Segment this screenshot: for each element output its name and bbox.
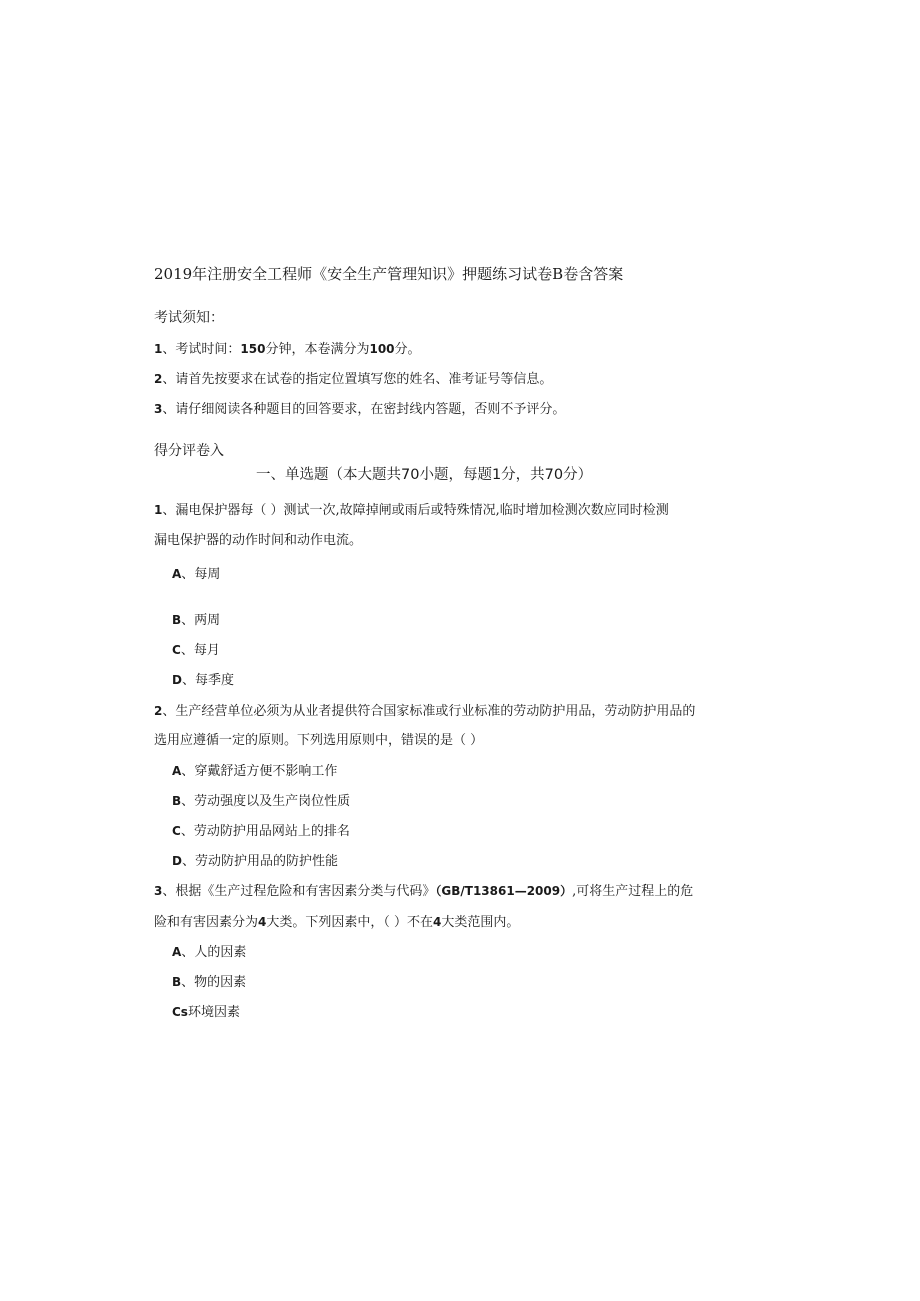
question-1-line-1: 1、漏电保护器每（ ）测试一次,故障掉闸或雨后或特殊情况,临时增加检测次数应同时检测: [154, 503, 669, 518]
notice-item-2: 2、请首先按要求在试卷的指定位置填写您的姓名、准考证号等信息。: [154, 372, 553, 387]
question-3-line-1: 3、根据《生产过程危险和有害因素分类与代码》（GB/T13861—2009）,可将生产过程上的危: [154, 884, 694, 899]
notice-item-number: 2: [154, 372, 163, 386]
notice-item-1: 1、考试时间：150分钟，本卷满分为100分。: [154, 342, 421, 357]
question-1-option-b: B、两周: [172, 613, 221, 628]
question-2-line-2: 选用应遵循一定的原则。下列选用原则中，错误的是（ ）: [154, 733, 484, 748]
question-1-option-d: D、每季度: [172, 673, 234, 688]
question-3-option-c: Cs环境因素: [172, 1005, 240, 1020]
notice-item-number: 1: [154, 342, 163, 356]
document-title: 2019年注册安全工程师《安全生产管理知识》押题练习试卷B卷含答案: [154, 265, 624, 283]
question-1-option-a: A、每周: [172, 567, 221, 582]
notice-item-3: 3、请仔细阅读各种题目的回答要求，在密封线内答题，否则不予评分。: [154, 402, 566, 417]
question-1-option-c: C、每月: [172, 643, 220, 658]
question-2-option-a: A、穿戴舒适方便不影响工作: [172, 764, 338, 779]
question-2-option-b: B、劳动强度以及生产岗位性质: [172, 794, 351, 809]
question-3-option-a: A、人的因素: [172, 945, 247, 960]
question-2-option-c: C、劳动防护用品网站上的排名: [172, 824, 350, 839]
question-3-line-2: 险和有害因素分为4大类。下列因素中，（ ）不在4大类范围内。: [154, 915, 520, 930]
question-2-line-1: 2、生产经营单位必须为从业者提供符合国家标准或行业标准的劳动防护用品，劳动防护用品的: [154, 704, 696, 719]
score-reviewer-label: 得分评卷入: [154, 443, 224, 459]
question-3-option-b: B、物的因素: [172, 975, 247, 990]
section-title: 一、单选题（本大题共70小题，每题1分，共70分）: [256, 467, 593, 483]
question-2-option-d: D、劳动防护用品的防护性能: [172, 854, 338, 869]
notice-item-number: 3: [154, 402, 163, 416]
notice-heading: 考试须知：: [154, 310, 224, 326]
question-1-line-2: 漏电保护器的动作时间和动作电流。: [154, 533, 363, 548]
